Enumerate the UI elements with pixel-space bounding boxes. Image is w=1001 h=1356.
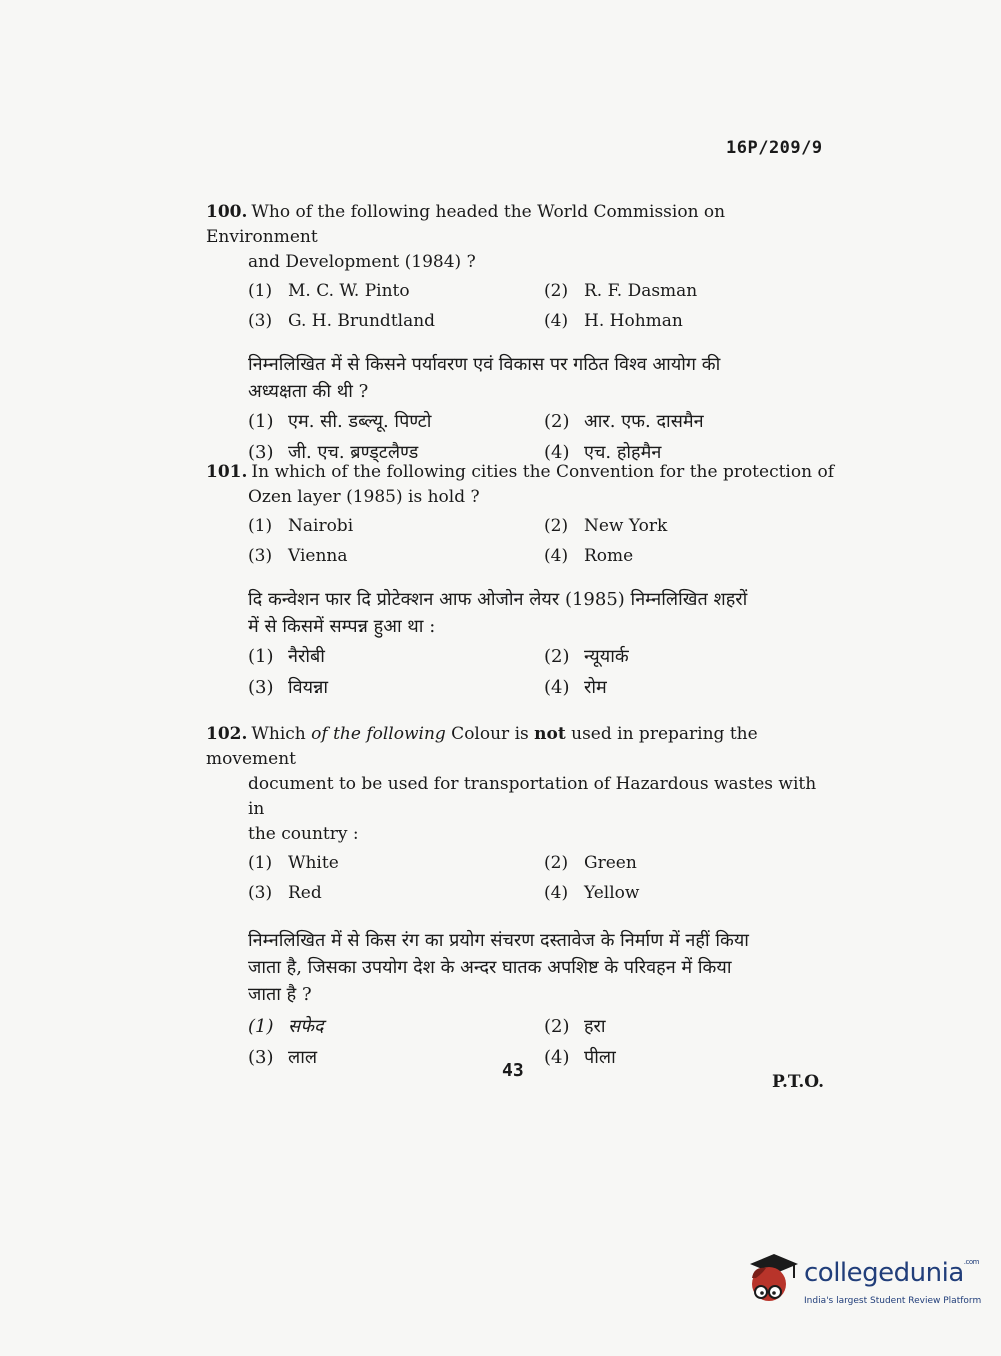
question-text-hi: निम्नलिखित में से किस रंग का प्रयोग संचरण दस्तावेज के निर्माण में नहीं किया xyxy=(248,930,749,951)
question-number: 102. xyxy=(206,724,248,744)
option-3-hi: (3) वियन्ना xyxy=(248,677,329,698)
options-row-hi xyxy=(206,675,836,706)
option-4-hi: (4) रोम xyxy=(544,677,607,698)
option-3: (3) Vienna xyxy=(248,546,348,566)
question-text-en: 101. In which of the following cities the Convention for the protection of xyxy=(206,462,834,482)
question-text-en-line2: document to be used for transportation of Hazardous wastes with in xyxy=(248,774,817,819)
question-text-hi: निम्नलिखित में से किसने पर्यावरण एवं विकास पर गठित विश्व आयोग की xyxy=(248,354,721,375)
pto-label: P.T.O. xyxy=(772,1072,824,1092)
option-3-hi: (3) लाल xyxy=(248,1047,318,1068)
option-4-hi: (4) पीला xyxy=(544,1047,616,1068)
option-1-hi: (1) सफेद xyxy=(248,1016,324,1037)
question-102 xyxy=(206,722,836,1076)
options-row-hi xyxy=(206,409,836,440)
page-number: 43 xyxy=(502,1060,524,1081)
option-4: (4) H. Hohman xyxy=(544,311,683,331)
option-2: (2) New York xyxy=(544,516,668,536)
question-text-en: 100. Who of the following headed the World Commission on Environment xyxy=(206,202,726,247)
paper-code: 16P/209/9 xyxy=(726,138,823,158)
question-text-en-line2: and Development (1984) ? xyxy=(248,252,476,272)
question-text-hi: दि कन्वेशन फार दि प्रोटेक्शन आफ ओजोन लेयर (1985) निम्नलिखित शहरों xyxy=(248,589,748,610)
option-4: (4) Yellow xyxy=(544,883,640,903)
option-2: (2) R. F. Dasman xyxy=(544,281,698,301)
option-3: (3) G. H. Brundtland xyxy=(248,311,436,331)
options-row-hi xyxy=(206,644,836,675)
question-100 xyxy=(206,200,836,471)
option-4: (4) Rome xyxy=(544,546,634,566)
option-1-hi: (1) नैरोबी xyxy=(248,646,325,667)
options-row xyxy=(206,546,836,576)
mascot-icon xyxy=(742,1248,800,1312)
logo-tagline: India's largest Student Review Platform xyxy=(804,1296,982,1306)
question-text-hi-line2: में से किसमें सम्पन्न हुआ था : xyxy=(248,616,436,637)
question-text-en: 102. Which of the following Colour is not used in preparing the movement xyxy=(206,724,758,769)
question-101 xyxy=(206,460,836,706)
options-row xyxy=(206,883,836,913)
options-row xyxy=(206,311,836,341)
question-number: 100. xyxy=(206,202,248,222)
option-1-hi: (1) एम. सी. डब्ल्यू. पिण्टो xyxy=(248,411,432,432)
question-text-en-line3: the country : xyxy=(248,824,359,844)
option-2: (2) Green xyxy=(544,853,637,873)
question-text-hi-line2: जाता है, जिसका उपयोग देश के अन्दर घातक अपशिष्ट के परिवहन में किया xyxy=(248,957,732,978)
option-4-hi: (4) एच. होहमैन xyxy=(544,442,662,463)
question-text-hi-line2: अध्यक्षता की थी ? xyxy=(248,381,369,402)
option-2-hi: (2) हरा xyxy=(544,1016,606,1037)
question-text-en-line2: Ozen layer (1985) is hold ? xyxy=(248,487,480,507)
option-3: (3) Red xyxy=(248,883,322,903)
option-3-hi: (3) जी. एच. ब्रण्ड्टलैण्ड xyxy=(248,442,419,463)
option-1: (1) White xyxy=(248,853,339,873)
option-1: (1) Nairobi xyxy=(248,516,354,536)
option-1: (1) M. C. W. Pinto xyxy=(248,281,410,301)
option-2-hi: (2) आर. एफ. दासमैन xyxy=(544,411,704,432)
question-text-hi-line3: जाता है ? xyxy=(248,984,312,1005)
options-row xyxy=(206,516,836,546)
collegedunia-logo[interactable] xyxy=(742,1248,982,1318)
emphasis-not: not xyxy=(534,724,566,744)
option-2-hi: (2) न्यूयार्क xyxy=(544,646,629,667)
question-number: 101. xyxy=(206,462,248,482)
options-row xyxy=(206,853,836,883)
options-row-hi xyxy=(206,1014,836,1045)
options-row xyxy=(206,281,836,311)
logo-wordmark: collegedunia$^{.com}$ xyxy=(804,1258,979,1288)
